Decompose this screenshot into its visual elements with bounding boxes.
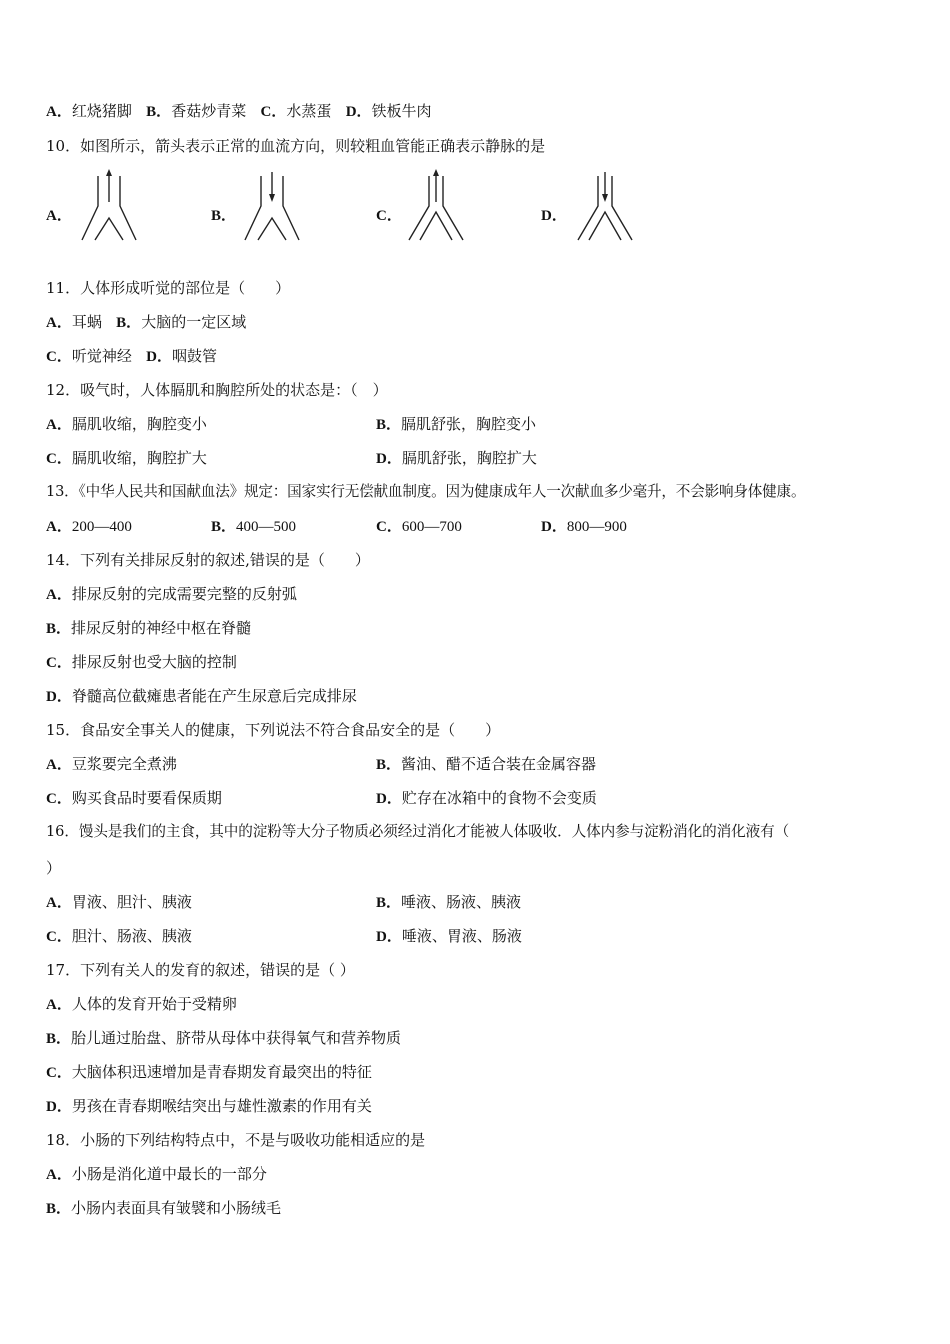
q15-b-text: 酱油、醋不适合装在金属容器 (401, 755, 597, 773)
q18-option-b (46, 1198, 281, 1219)
q15-a-label: A． (46, 757, 72, 773)
q11-stem: 11．人体形成听觉的部位是（ ） (46, 279, 291, 297)
q9-c-text: 水蒸蛋 (286, 102, 332, 120)
q14-option-c (46, 652, 237, 673)
q16-b-label: B． (376, 895, 402, 911)
flow-arrow-down-icon (602, 172, 608, 202)
q14-b-label: B． (46, 621, 72, 637)
q18-a-label: A． (46, 1167, 72, 1183)
q9-d-label: D． (345, 104, 372, 120)
q16-stem-continuation: ） (46, 859, 62, 877)
q10-stem: 10．如图所示，箭头表示正常的血流方向，则较粗血管能正确表示静脉的是 (46, 137, 546, 155)
q16-option-c (46, 926, 192, 947)
q11-b-label: B． (116, 315, 142, 331)
q9-options (46, 101, 432, 122)
q17-option-d (46, 1096, 372, 1117)
q14-a-label: A． (46, 587, 72, 603)
q14-option-b (46, 618, 251, 639)
q12-d-text: 膈肌舒张，胸腔扩大 (401, 449, 537, 467)
q10-a-vessel-diagram (80, 168, 138, 244)
q12-option-d (376, 448, 537, 469)
q15-b-label: B． (376, 757, 402, 773)
q13-c-text: 600—700 (401, 519, 462, 535)
q10-c-label: C． (376, 208, 402, 224)
q12-a-text: 膈肌收缩，胸腔变小 (71, 415, 207, 433)
q11-a-text: 耳蜗 (71, 313, 102, 331)
q17-a-label: A． (46, 997, 72, 1013)
q15-option-d (376, 788, 597, 809)
q15-a-text: 豆浆要完全煮沸 (71, 755, 177, 773)
q15-d-label: D． (376, 791, 402, 807)
q9-a-label: A． (46, 104, 72, 120)
q9-b-label: B． (146, 104, 172, 120)
q13-a-label: A． (46, 519, 72, 535)
q15-stem: 15．食品安全事关人的健康，下列说法不符合食品安全的是（ ） (46, 721, 501, 739)
q17-option-b (46, 1028, 401, 1049)
q17-c-text: 大脑体积迅速增加是青春期发育最突出的特征 (71, 1063, 372, 1081)
q14-c-label: C． (46, 655, 72, 671)
q11-options-ab (46, 312, 246, 333)
q11-options-cd (46, 346, 217, 367)
q10-b-label: B． (211, 208, 237, 224)
q10-d-label: D． (541, 208, 567, 224)
q13-a-text: 200—400 (71, 519, 132, 535)
q14-c-text: 排尿反射也受大脑的控制 (71, 653, 237, 671)
q11-c-label: C． (46, 349, 72, 365)
q16-option-d (376, 926, 522, 947)
q11-c-text: 听觉神经 (71, 347, 132, 365)
q12-c-label: C． (46, 451, 72, 467)
q17-option-a (46, 994, 237, 1015)
q14-d-label: D． (46, 689, 72, 705)
q13-option-c (376, 516, 462, 537)
q15-option-c (46, 788, 222, 809)
q11-a-label: A． (46, 315, 72, 331)
q16-option-b (376, 892, 521, 913)
q17-b-label: B． (46, 1031, 72, 1047)
q13-b-label: B． (211, 519, 237, 535)
q16-c-text: 胆汁、肠液、胰液 (71, 927, 192, 945)
q14-d-text: 脊髓高位截瘫患者能在产生尿意后完成排尿 (71, 687, 357, 705)
q13-d-label: D． (541, 519, 567, 535)
q13-c-label: C． (376, 519, 402, 535)
q13-d-text: 800—900 (566, 519, 627, 535)
q9-c-label: C． (260, 104, 287, 120)
q12-a-label: A． (46, 417, 72, 433)
q12-stem: 12．吸气时，人体膈肌和胸腔所处的状态是：（ ） (46, 381, 388, 399)
q12-b-text: 膈肌舒张，胸腔变小 (401, 415, 537, 433)
q18-b-text: 小肠内表面具有皱襞和小肠绒毛 (71, 1199, 282, 1217)
q16-b-text: 唾液、肠液、胰液 (401, 893, 522, 911)
q13-option-d (541, 516, 627, 537)
q10-b-vessel-diagram (243, 168, 301, 244)
q16-d-text: 唾液、胃液、肠液 (401, 927, 522, 945)
q15-c-text: 购买食品时要看保质期 (71, 789, 222, 807)
q14-option-d (46, 686, 357, 707)
q12-option-c (46, 448, 207, 469)
q14-a-text: 排尿反射的完成需要完整的反射弧 (71, 585, 297, 603)
q15-d-text: 贮存在冰箱中的食物不会变质 (401, 789, 597, 807)
q17-b-text: 胎儿通过胎盘、脐带从母体中获得氧气和营养物质 (71, 1029, 402, 1047)
q10-d-vessel-diagram (576, 168, 634, 244)
q15-c-label: C． (46, 791, 72, 807)
q12-d-label: D． (376, 451, 402, 467)
q10-a-label: A． (46, 208, 72, 224)
q9-b-text: 香菇炒青菜 (171, 102, 247, 120)
q17-option-c (46, 1062, 372, 1083)
q18-a-text: 小肠是消化道中最长的一部分 (71, 1165, 267, 1183)
q9-a-text: 红烧猪脚 (71, 102, 132, 120)
q10-c-vessel-diagram (407, 168, 465, 244)
q16-stem: 16．馒头是我们的主食，其中的淀粉等大分子物质必须经过消化才能被人体吸收．人体内参与淀粉消化的消化液有（ (46, 823, 790, 840)
q17-d-label: D． (46, 1099, 72, 1115)
q18-stem: 18．小肠的下列结构特点中，不是与吸收功能相适应的是 (46, 1131, 426, 1149)
q12-option-a (46, 414, 207, 435)
q12-b-label: B． (376, 417, 402, 433)
q13-b-text: 400—500 (236, 519, 297, 535)
q13-option-b (211, 516, 296, 537)
q9-d-text: 铁板牛肉 (371, 102, 432, 120)
q12-option-b (376, 414, 536, 435)
q17-d-text: 男孩在青春期喉结突出与雄性激素的作用有关 (71, 1097, 372, 1115)
q14-b-text: 排尿反射的神经中枢在脊髓 (71, 619, 252, 637)
flow-arrow-down-icon (269, 172, 275, 202)
q16-c-label: C． (46, 929, 72, 945)
flow-arrow-up-icon (106, 169, 112, 202)
q15-option-b (376, 754, 596, 775)
q16-a-text: 胃液、胆汁、胰液 (71, 893, 192, 911)
q13-option-a (46, 516, 132, 537)
q16-option-a (46, 892, 192, 913)
q17-stem: 17．下列有关人的发育的叙述，错误的是（ ） (46, 961, 355, 979)
q14-stem: 14．下列有关排尿反射的叙述,错误的是（ ） (46, 551, 370, 569)
q15-option-a (46, 754, 177, 775)
flow-arrow-up-icon (433, 169, 439, 202)
q16-a-label: A． (46, 895, 72, 911)
q11-d-label: D． (146, 349, 173, 365)
q16-d-label: D． (376, 929, 402, 945)
q17-a-text: 人体的发育开始于受精卵 (71, 995, 237, 1013)
q18-option-a (46, 1164, 267, 1185)
q17-c-label: C． (46, 1065, 72, 1081)
q14-option-a (46, 584, 297, 605)
q11-b-text: 大脑的一定区域 (141, 313, 247, 331)
q18-b-label: B． (46, 1201, 72, 1217)
q13-stem: 13．《中华人民共和国献血法》规定：国家实行无偿献血制度。因为健康成年人一次献血多少毫升，不会影响身体健康。 (46, 483, 806, 500)
q12-c-text: 膈肌收缩，胸腔扩大 (71, 449, 207, 467)
q11-d-text: 咽鼓管 (172, 347, 218, 365)
